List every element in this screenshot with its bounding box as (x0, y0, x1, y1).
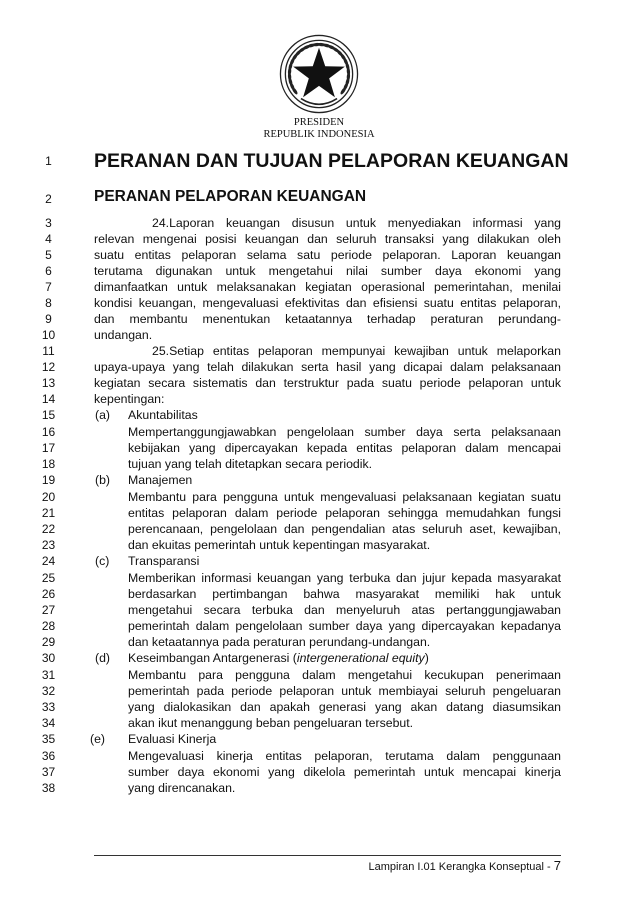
text-line (0, 295, 638, 311)
list-label: (a) (95, 408, 111, 422)
line-number: 16 (41, 425, 56, 439)
line-number: 32 (41, 684, 56, 698)
text-line (0, 424, 638, 440)
paragraph-line: Memberikan informasi keuangan yang terbuka dan jujur kepada masyarakat (128, 571, 561, 585)
paragraph-line: kegiatan secara sistematis dan terstruktur pada suatu periode pelaporan untuk (94, 376, 561, 390)
line-number: 26 (41, 587, 56, 601)
paragraph-line: upaya-upaya yang telah dilakukan serta hasil yang dicapai dalam pelaksanaan (94, 360, 561, 374)
line-number: 7 (45, 280, 52, 294)
text-line (0, 472, 638, 488)
line-number: 35 (41, 732, 56, 746)
item-heading: Manajemen (128, 473, 193, 487)
text-line (0, 407, 638, 423)
line-number: 29 (41, 635, 56, 649)
line-number: 24 (41, 554, 56, 568)
line-number: 5 (45, 248, 52, 262)
paragraph-line: relevan mengenai posisi keuangan dan seluruh transaksi yang dilakukan oleh (94, 232, 561, 246)
line-number: 9 (45, 312, 52, 326)
header-president: PRESIDEN (293, 117, 345, 128)
paragraph-line: pemerintah pada periode pelaporan untuk membiayai seluruh pengeluaran (128, 684, 561, 698)
text-line (0, 489, 638, 505)
text-line (0, 586, 638, 602)
line-number: 15 (41, 408, 56, 422)
line-number: 23 (41, 538, 56, 552)
text-line (0, 343, 638, 359)
header-republic: REPUBLIK INDONESIA (263, 129, 375, 140)
line-number: 8 (45, 296, 52, 310)
line-number: 14 (41, 392, 56, 406)
paragraph-line: entitas pelaporan dalam periode pelaporan sehingga memudahkan fungsi (128, 506, 561, 520)
text-line (0, 731, 638, 747)
line-number: 37 (41, 765, 56, 779)
paragraph-line: pemerintah dalam pengelolaan sumber daya yang dipercayakan kepadanya (128, 619, 561, 633)
paragraph-line: suatu entitas pelaporan selama satu periode pelaporan. Laporan keuangan (94, 248, 561, 262)
text-line (0, 634, 638, 650)
text-line (0, 570, 638, 586)
paragraph-line: Mempertanggungjawabkan pengelolaan sumber daya serta pelaksanaan (128, 425, 561, 439)
text-line (0, 521, 638, 537)
paragraph-line: sumber daya ekonomi yang dikelola pemerintah untuk mencapai kinerja (128, 765, 561, 779)
line-number: 38 (41, 781, 56, 795)
footer-label: Lampiran I.01 Kerangka Konseptual - (368, 861, 554, 873)
line-number: 4 (45, 232, 52, 246)
text-line (0, 683, 638, 699)
paragraph-line: undangan. (94, 328, 153, 342)
line-number: 13 (41, 376, 56, 390)
page-number: 7 (553, 858, 561, 873)
item-heading: Akuntabilitas (128, 408, 198, 422)
line-number: 11 (42, 344, 55, 358)
line-number: 25 (41, 571, 56, 585)
section-heading: PERANAN PELAPORAN KEUANGAN (94, 188, 367, 205)
text-line (0, 375, 638, 391)
paragraph-line: tujuan yang telah ditetapkan secara periodik. (128, 457, 373, 471)
garuda-emblem-icon (278, 33, 360, 115)
item-heading: Evaluasi Kinerja (128, 732, 217, 746)
line-number: 3 (45, 216, 52, 230)
page-footer (368, 858, 561, 873)
paragraph-line: kebijakan yang dipercayakan kepada entitas pelaporan dalam mencapai (128, 441, 561, 455)
line-number: 6 (45, 264, 52, 278)
text-line (0, 215, 638, 231)
list-label: (b) (95, 473, 111, 487)
text-line (0, 780, 638, 796)
item-heading: Keseimbangan Antargenerasi (intergenerational equity) (128, 651, 429, 665)
line-number: 34 (41, 716, 56, 730)
text-line (0, 231, 638, 247)
line-number: 36 (41, 749, 56, 763)
text-line (0, 618, 638, 634)
paragraph-line: Membantu para pengguna untuk mengevaluasi pelaksanaan kegiatan suatu (128, 490, 561, 504)
paragraph-line: dan membantu menentukan ketaatannya terhadap peraturan perundang- (94, 312, 561, 326)
paragraph-line: mengetahui secara terbuka dan menyeluruh atas pertanggungjawaban (128, 603, 561, 617)
paragraph-line: dimanfaatkan untuk melaksanakan kegiatan operasional pemerintahan, menilai (94, 280, 561, 294)
line-number: 12 (41, 360, 56, 374)
page-title: PERANAN DAN TUJUAN PELAPORAN KEUANGAN (94, 150, 569, 172)
text-line (0, 764, 638, 780)
paragraph-line: dan ketaatannya pada peraturan perundang-undangan. (128, 635, 431, 649)
paragraph-line: 24.Laporan keuangan disusun untuk menyediakan informasi yang (152, 216, 561, 230)
text-line (0, 715, 638, 731)
paragraph-line: Membantu para pengguna dalam mengetahui kecukupan penerimaan (128, 668, 561, 682)
paragraph-line: akan ikut menanggung beban pengeluaran tersebut. (128, 716, 414, 730)
line-number: 10 (41, 328, 56, 342)
paragraph-line: yang dialokasikan dan apakah generasi yang akan datang diasumsikan (128, 700, 561, 714)
text-line (0, 279, 638, 295)
paragraph-line: dan ekuitas pemerintah untuk kepentingan masyarakat. (128, 538, 431, 552)
list-label: (e) (90, 732, 106, 746)
line-number: 18 (41, 457, 56, 471)
list-label: (d) (95, 651, 111, 665)
text-line (0, 311, 638, 327)
text-line (0, 456, 638, 472)
text-line (0, 440, 638, 456)
text-line (0, 553, 638, 569)
line-number: 28 (41, 619, 56, 633)
line-number: 33 (41, 700, 56, 714)
text-line (0, 505, 638, 521)
line-number: 17 (41, 441, 56, 455)
text-line (0, 263, 638, 279)
list-label: (c) (95, 554, 110, 568)
line-number: 31 (41, 668, 56, 682)
text-line (0, 537, 638, 553)
text-line (0, 247, 638, 263)
text-line (0, 391, 638, 407)
line-number: 19 (41, 473, 56, 487)
paragraph-line: yang direncanakan. (128, 781, 236, 795)
paragraph-line: perencanaan, pengelolaan dan pengendalian atas seluruh aset, kewajiban, (128, 522, 561, 536)
paragraph-line: 25.Setiap entitas pelaporan mempunyai kewajiban untuk melaporkan (152, 344, 561, 358)
line-number: 21 (41, 506, 56, 520)
paragraph-line: Mengevaluasi kinerja entitas pelaporan, terutama dalam penggunaan (128, 749, 561, 763)
text-line (0, 327, 638, 343)
line-number: 20 (41, 490, 56, 504)
paragraph-line: berdasarkan pertimbangan bahwa masyarakat memiliki hak untuk (128, 587, 561, 601)
line-number: 1 (45, 154, 52, 168)
text-line (0, 748, 638, 764)
text-line (0, 359, 638, 375)
paragraph-line: kepentingan: (94, 392, 165, 406)
text-line (0, 650, 638, 666)
text-line (0, 667, 638, 683)
paragraph-line: kondisi keuangan, mengevaluasi efektivitas dan efisiensi suatu entitas pelaporan, (94, 296, 561, 310)
paragraph-line: terutama digunakan untuk mengetahui nilai sumber daya ekonomi yang (94, 264, 561, 278)
line-number: 2 (45, 192, 52, 206)
line-number: 22 (41, 522, 56, 536)
item-heading: Transparansi (128, 554, 200, 568)
line-number: 30 (41, 651, 56, 665)
line-number: 27 (41, 603, 56, 617)
footer-divider (94, 855, 561, 856)
text-line (0, 699, 638, 715)
text-line (0, 602, 638, 618)
